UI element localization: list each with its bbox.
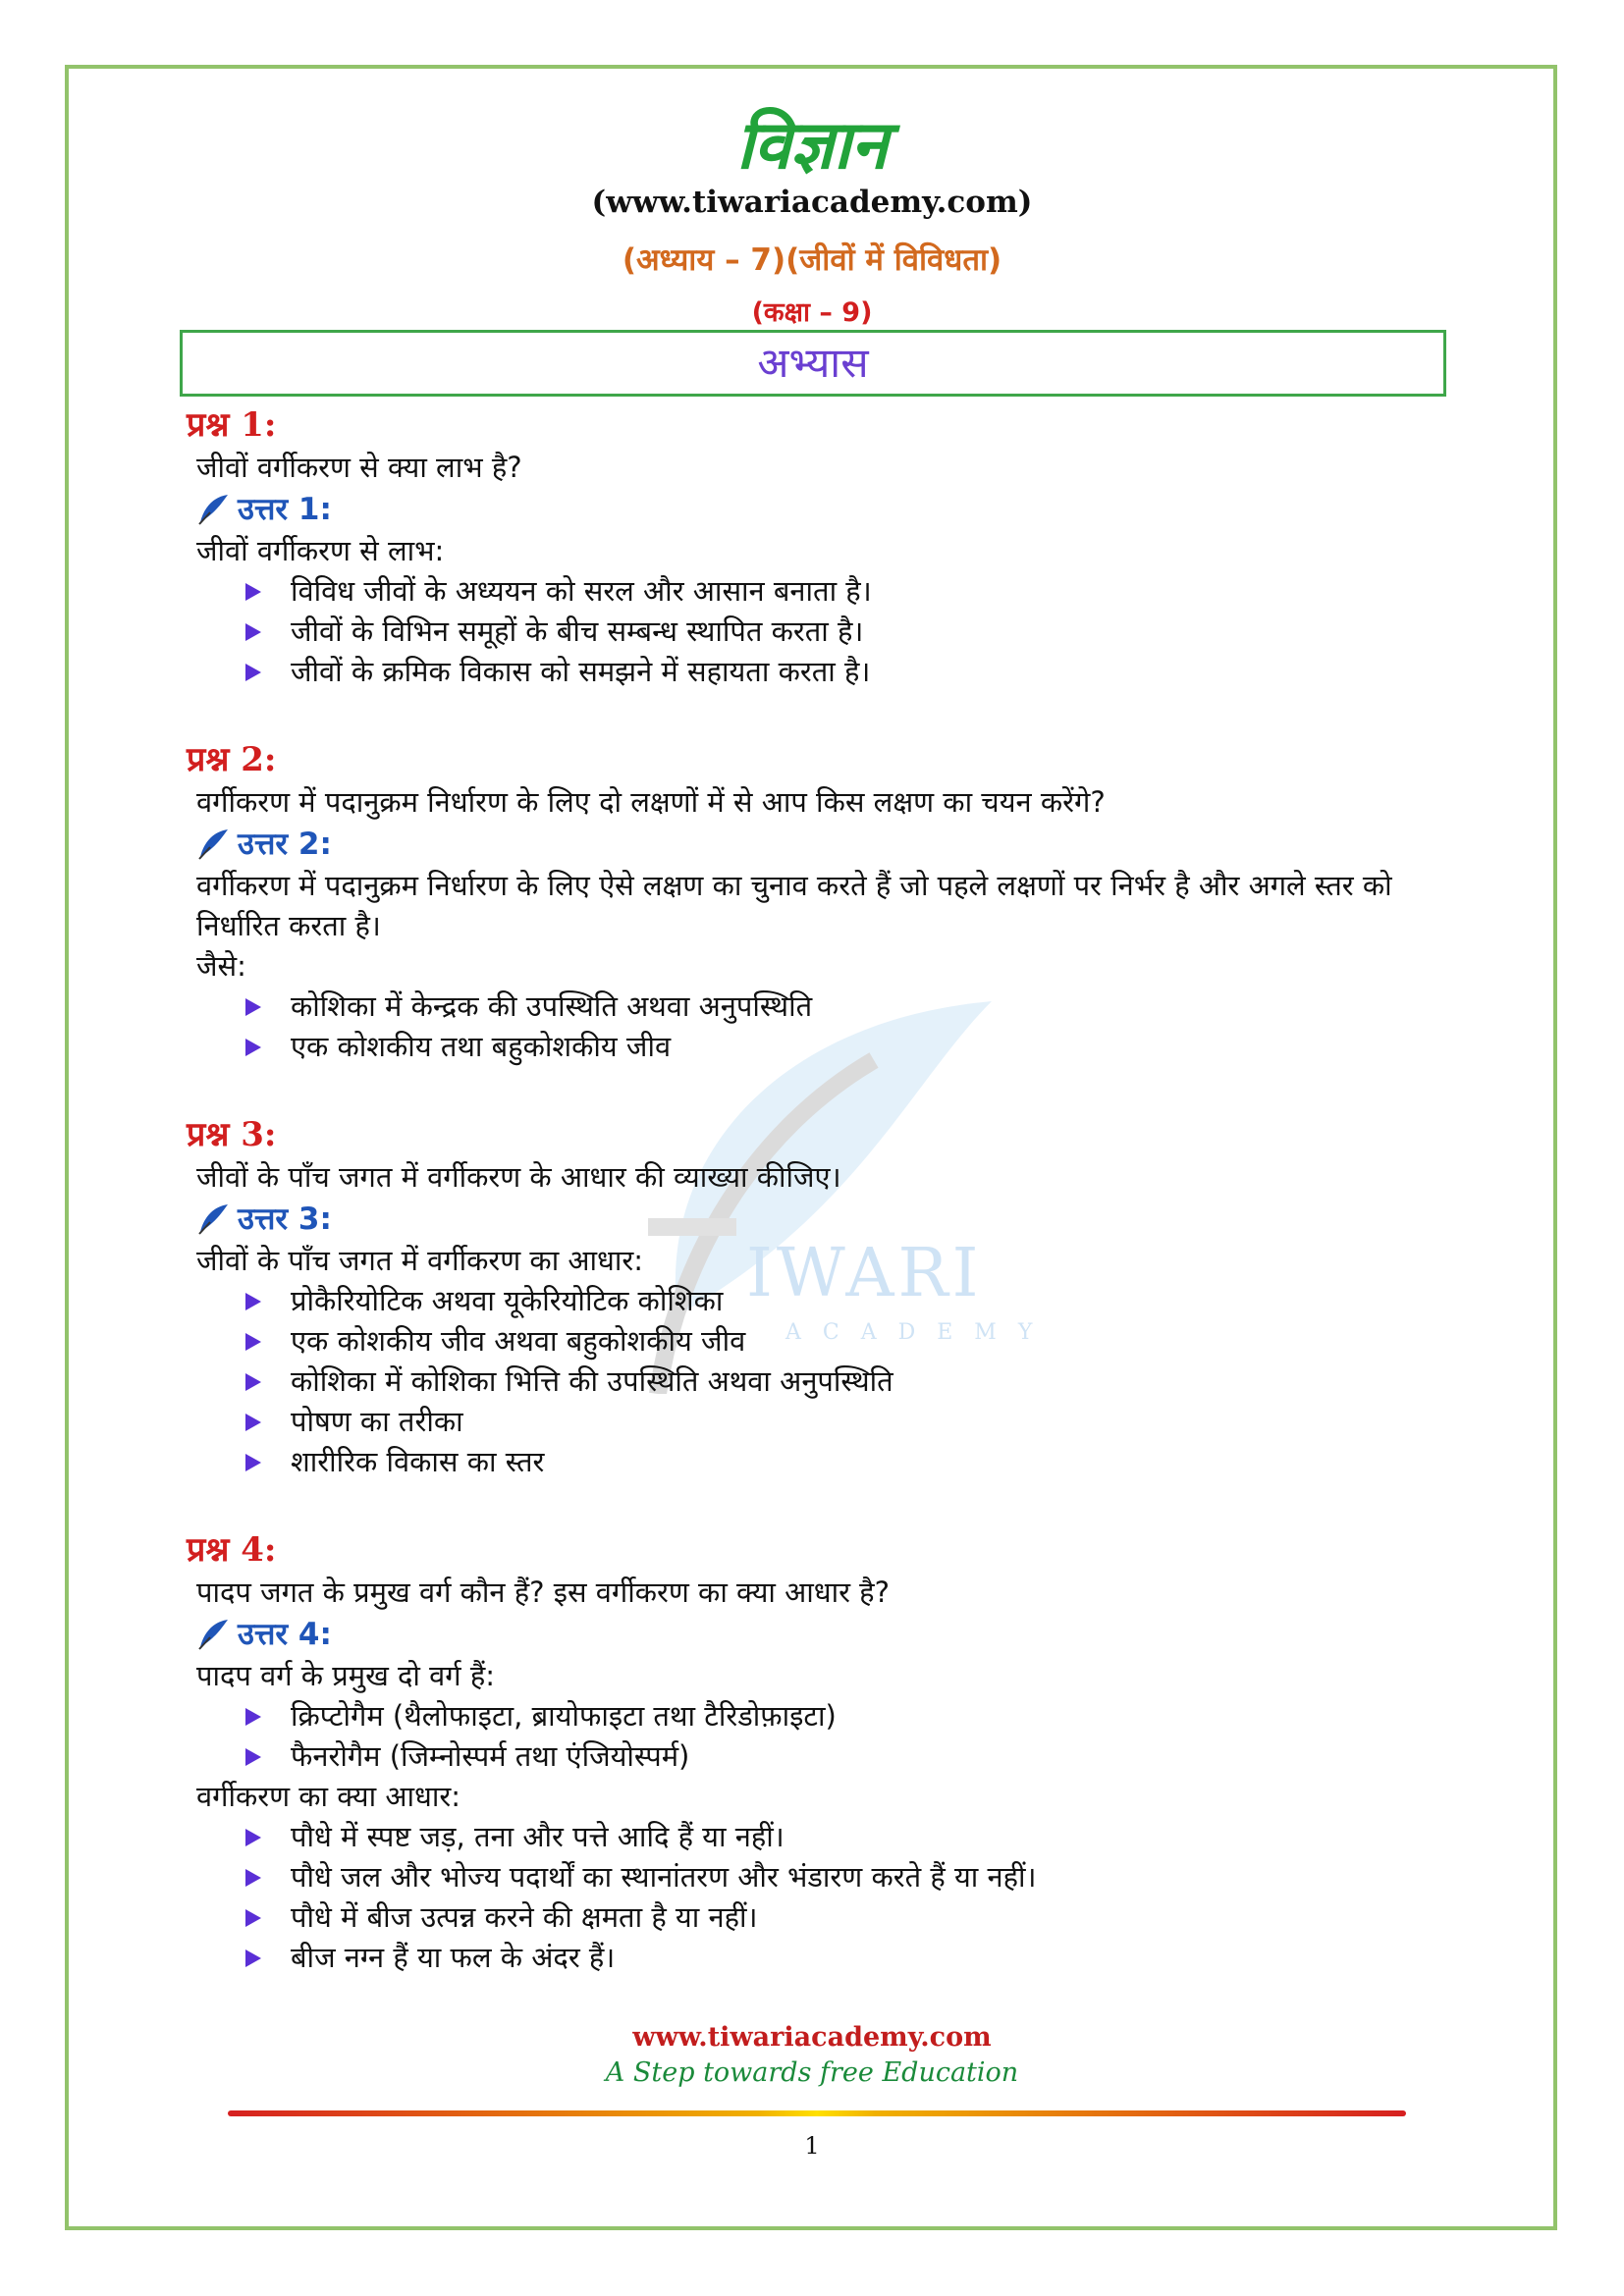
- arrow-bullet-icon: [245, 664, 261, 681]
- arrow-bullet-icon: [245, 1949, 261, 1967]
- list-item-text: कोशिका में केन्द्रक की उपस्थिति अथवा अनुपस्थिति: [291, 989, 813, 1023]
- answer-intro-2: वर्गीकरण का क्या आधार:: [196, 1780, 460, 1813]
- arrow-bullet-icon: [245, 1333, 261, 1351]
- list-item: [245, 652, 1463, 692]
- question-text: जीवों के पाँच जगत में वर्गीकरण के आधार की व्याख्या कीजिए।: [196, 1160, 841, 1194]
- arrow-bullet-icon: [245, 1293, 261, 1310]
- arrow-bullet-icon: [245, 583, 261, 601]
- arrow-bullet-icon: [245, 1829, 261, 1846]
- feather-icon: [196, 1202, 230, 1236]
- footer-website-link[interactable]: www.tiwariacademy.com: [632, 2022, 992, 2053]
- watermark-text: IWARI: [746, 1235, 983, 1312]
- question-label: प्रश्न 2:: [187, 740, 277, 779]
- answer-intro: जीवों के पाँच जगत में वर्गीकरण का आधार:: [196, 1244, 644, 1277]
- list-item-text: पौधे जल और भोज्य पदार्थों का स्थानांतरण और भंडारण करते हैं या नहीं।: [291, 1860, 1037, 1894]
- answer-intro-2: जैसे:: [196, 949, 246, 983]
- arrow-bullet-icon: [245, 1909, 261, 1927]
- list-item-text: पौधे में स्पष्ट जड़, तना और पत्ते आदि हैं या नहीं।: [291, 1820, 785, 1853]
- arrow-bullet-icon: [245, 1373, 261, 1391]
- list-item-text: शारीरिक विकास का स्तर: [291, 1445, 545, 1478]
- list-item-text: बीज नग्न हैं या फल के अंदर हैं।: [291, 1941, 616, 1974]
- answer-label: [187, 1613, 1463, 1656]
- question-label: प्रश्न 3:: [187, 1115, 277, 1154]
- question-2: [187, 737, 1463, 1067]
- list-item: [245, 571, 1463, 612]
- list-item: [245, 987, 1463, 1027]
- list-item: [245, 1736, 1463, 1777]
- answer-bullet-list: [187, 571, 1463, 692]
- answer-intro: जीवों वर्गीकरण से लाभ:: [196, 534, 445, 567]
- answer-label: [187, 488, 1463, 531]
- list-item-text: पोषण का तरीका: [291, 1405, 463, 1438]
- list-item-text: जीवों के विभिन समूहों के बीच सम्बन्ध स्थापित करता है।: [291, 614, 864, 648]
- list-item: [245, 1442, 1463, 1482]
- question-4: [187, 1527, 1463, 1978]
- watermark-subtext: ACADEMY: [785, 1320, 1055, 1345]
- feather-icon: [196, 1618, 230, 1651]
- question-text: वर्गीकरण में पदानुक्रम निर्धारण के लिए दो लक्षणों में से आप किस लक्षण का चयन करेंगे?: [196, 785, 1106, 819]
- question-text: जीवों वर्गीकरण से क्या लाभ है?: [196, 451, 522, 484]
- arrow-bullet-icon: [245, 1414, 261, 1431]
- question-label: प्रश्न 1:: [187, 405, 277, 445]
- arrow-bullet-icon: [245, 1454, 261, 1471]
- content: [187, 402, 1463, 1978]
- list-item: [245, 1362, 1463, 1402]
- list-item-text: प्रोकैरियोटिक अथवा यूकेरियोटिक कोशिका: [291, 1284, 724, 1317]
- answer-label: [187, 1198, 1463, 1241]
- answer-label-text: उत्तर 2:: [238, 827, 332, 862]
- answer-bullet-list: [187, 987, 1463, 1067]
- list-item: [245, 1281, 1463, 1321]
- answer-intro: पादप वर्ग के प्रमुख दो वर्ग हैं:: [196, 1659, 495, 1692]
- answer-label-text: उत्तर 3:: [238, 1201, 332, 1237]
- question-1: [187, 402, 1463, 692]
- list-item-text: क्रिप्टोगैम (थैलोफाइटा, ब्रायोफाइटा तथा टैरिडोफ़ाइटा): [291, 1699, 837, 1733]
- page-number: 1: [804, 2132, 820, 2160]
- list-item: [245, 1938, 1463, 1978]
- answer-bullet-list-2: [187, 1817, 1463, 1978]
- list-item: [245, 1696, 1463, 1736]
- arrow-bullet-icon: [245, 623, 261, 641]
- list-item: [245, 1402, 1463, 1442]
- list-item-text: पौधे में बीज उत्पन्न करने की क्षमता है या नहीं।: [291, 1900, 758, 1934]
- list-item: [245, 1897, 1463, 1938]
- feather-icon: [196, 828, 230, 861]
- list-item: [245, 1817, 1463, 1857]
- footer-divider: [228, 2110, 1406, 2116]
- footer-tagline: A Step towards free Education: [605, 2057, 1019, 2088]
- header-website: (www.tiwariacademy.com): [591, 185, 1033, 220]
- list-item-text: जीवों के क्रमिक विकास को समझने में सहायता करता है।: [291, 655, 871, 688]
- chapter-heading: (अध्याय – 7)(जीवों में विविधता): [622, 242, 1002, 278]
- answer-label-text: उत्तर 4:: [238, 1617, 332, 1652]
- list-item-text: कोशिका में कोशिका भित्ति की उपस्थिति अथवा अनुपस्थिति: [291, 1364, 893, 1398]
- list-item: [245, 1321, 1463, 1362]
- answer-intro: वर्गीकरण में पदानुक्रम निर्धारण के लिए ऐसे लक्षण का चुनाव करते हैं जो पहले लक्षणों पर निर्भर है और अगले स्तर को निर्धारित करता है।: [196, 869, 1392, 942]
- list-item: [245, 1857, 1463, 1897]
- list-item-text: एक कोशकीय तथा बहुकोशकीय जीव: [291, 1030, 672, 1063]
- exercise-title-box: [180, 330, 1446, 397]
- answer-label: [187, 823, 1463, 866]
- list-item-text: फैनरोगैम (जिम्नोस्पर्म तथा एंजियोस्पर्म): [291, 1739, 690, 1773]
- page-title: विज्ञान: [735, 107, 889, 185]
- arrow-bullet-icon: [245, 998, 261, 1016]
- list-item: [245, 1027, 1463, 1067]
- question-3: [187, 1112, 1463, 1482]
- question-text: पादप जगत के प्रमुख वर्ग कौन हैं? इस वर्गीकरण का क्या आधार है?: [196, 1575, 890, 1609]
- question-label: प्रश्न 4:: [187, 1530, 277, 1570]
- class-heading: (कक्षा – 9): [751, 297, 873, 328]
- list-item: [245, 612, 1463, 652]
- arrow-bullet-icon: [245, 1708, 261, 1726]
- list-item-text: एक कोशकीय जीव अथवा बहुकोशकीय जीव: [291, 1324, 746, 1358]
- answer-bullet-list: [187, 1281, 1463, 1482]
- arrow-bullet-icon: [245, 1039, 261, 1056]
- exercise-title: अभ्यास: [757, 339, 869, 387]
- answer-label-text: उत्तर 1:: [238, 492, 332, 527]
- arrow-bullet-icon: [245, 1869, 261, 1887]
- arrow-bullet-icon: [245, 1748, 261, 1766]
- answer-bullet-list: [187, 1696, 1463, 1777]
- feather-icon: [196, 493, 230, 526]
- list-item-text: विविध जीवों के अध्ययन को सरल और आसान बनाता है।: [291, 574, 872, 608]
